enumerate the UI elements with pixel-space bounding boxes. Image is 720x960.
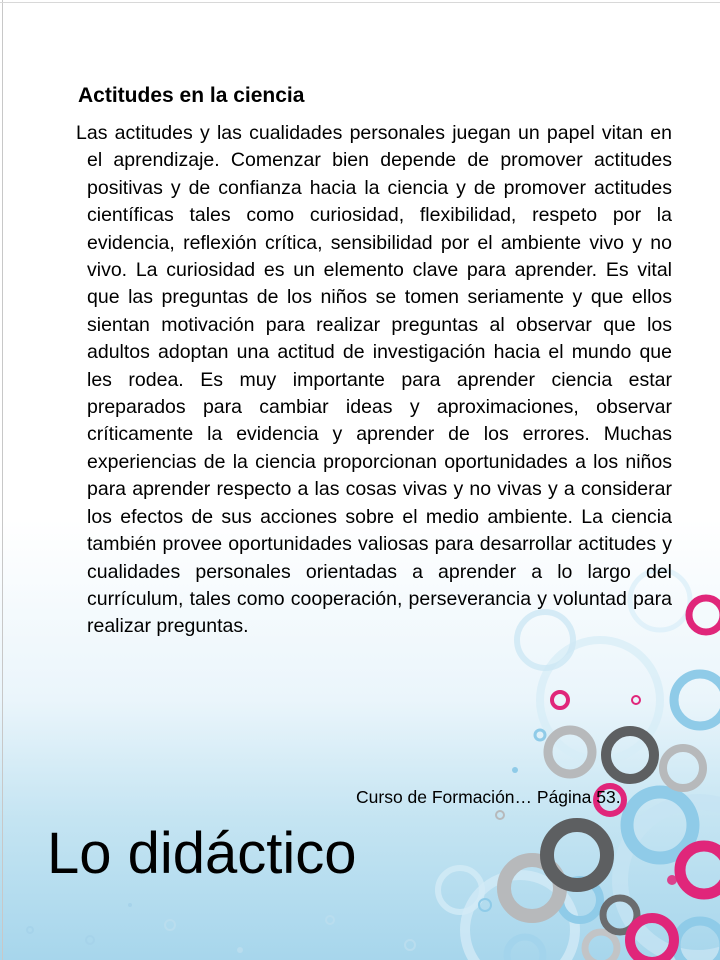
source-citation: Curso de Formación… Página 53.	[356, 787, 621, 807]
section-heading: Actitudes en la ciencia	[78, 84, 305, 107]
body-paragraph: Las actitudes y las cualidades personales juegan un papel vitan en el aprendizaje. Comenzar bien depende de promover actitudes positivas y de confianza hacia la ciencia y de promover actitudes científicas tales como curiosidad, flexibilidad, respeto por la evidencia, reflexión crítica, sensibilidad por el ambiente vivo y no vivo. La curiosidad es un elemento clave para aprender. Es vital que las preguntas de los niños se tomen seriamente y que ellos sientan motivación para realizar preguntas al observar que los adultos adoptan una actitud de investigación hacia el mundo que les rodea. Es muy importante para aprender ciencia estar preparados para cambiar ideas y aproximaciones, observar críticamente la evidencia y aprender de los errores. Muchas experiencias de la ciencia proporcionan oportunidades a los niños para aprender respecto a las cosas vivas y no vivas y a considerar los efectos de sus acciones sobre el medio ambiente. La ciencia también provee oportunidades valiosas para desarrollar actitudes y cualidades personales orientadas a aprender a lo largo del currículum, tales como cooperación, perseverancia y voluntad para realizar preguntas.	[76, 122, 672, 638]
slide-title: Lo didáctico	[47, 821, 357, 886]
